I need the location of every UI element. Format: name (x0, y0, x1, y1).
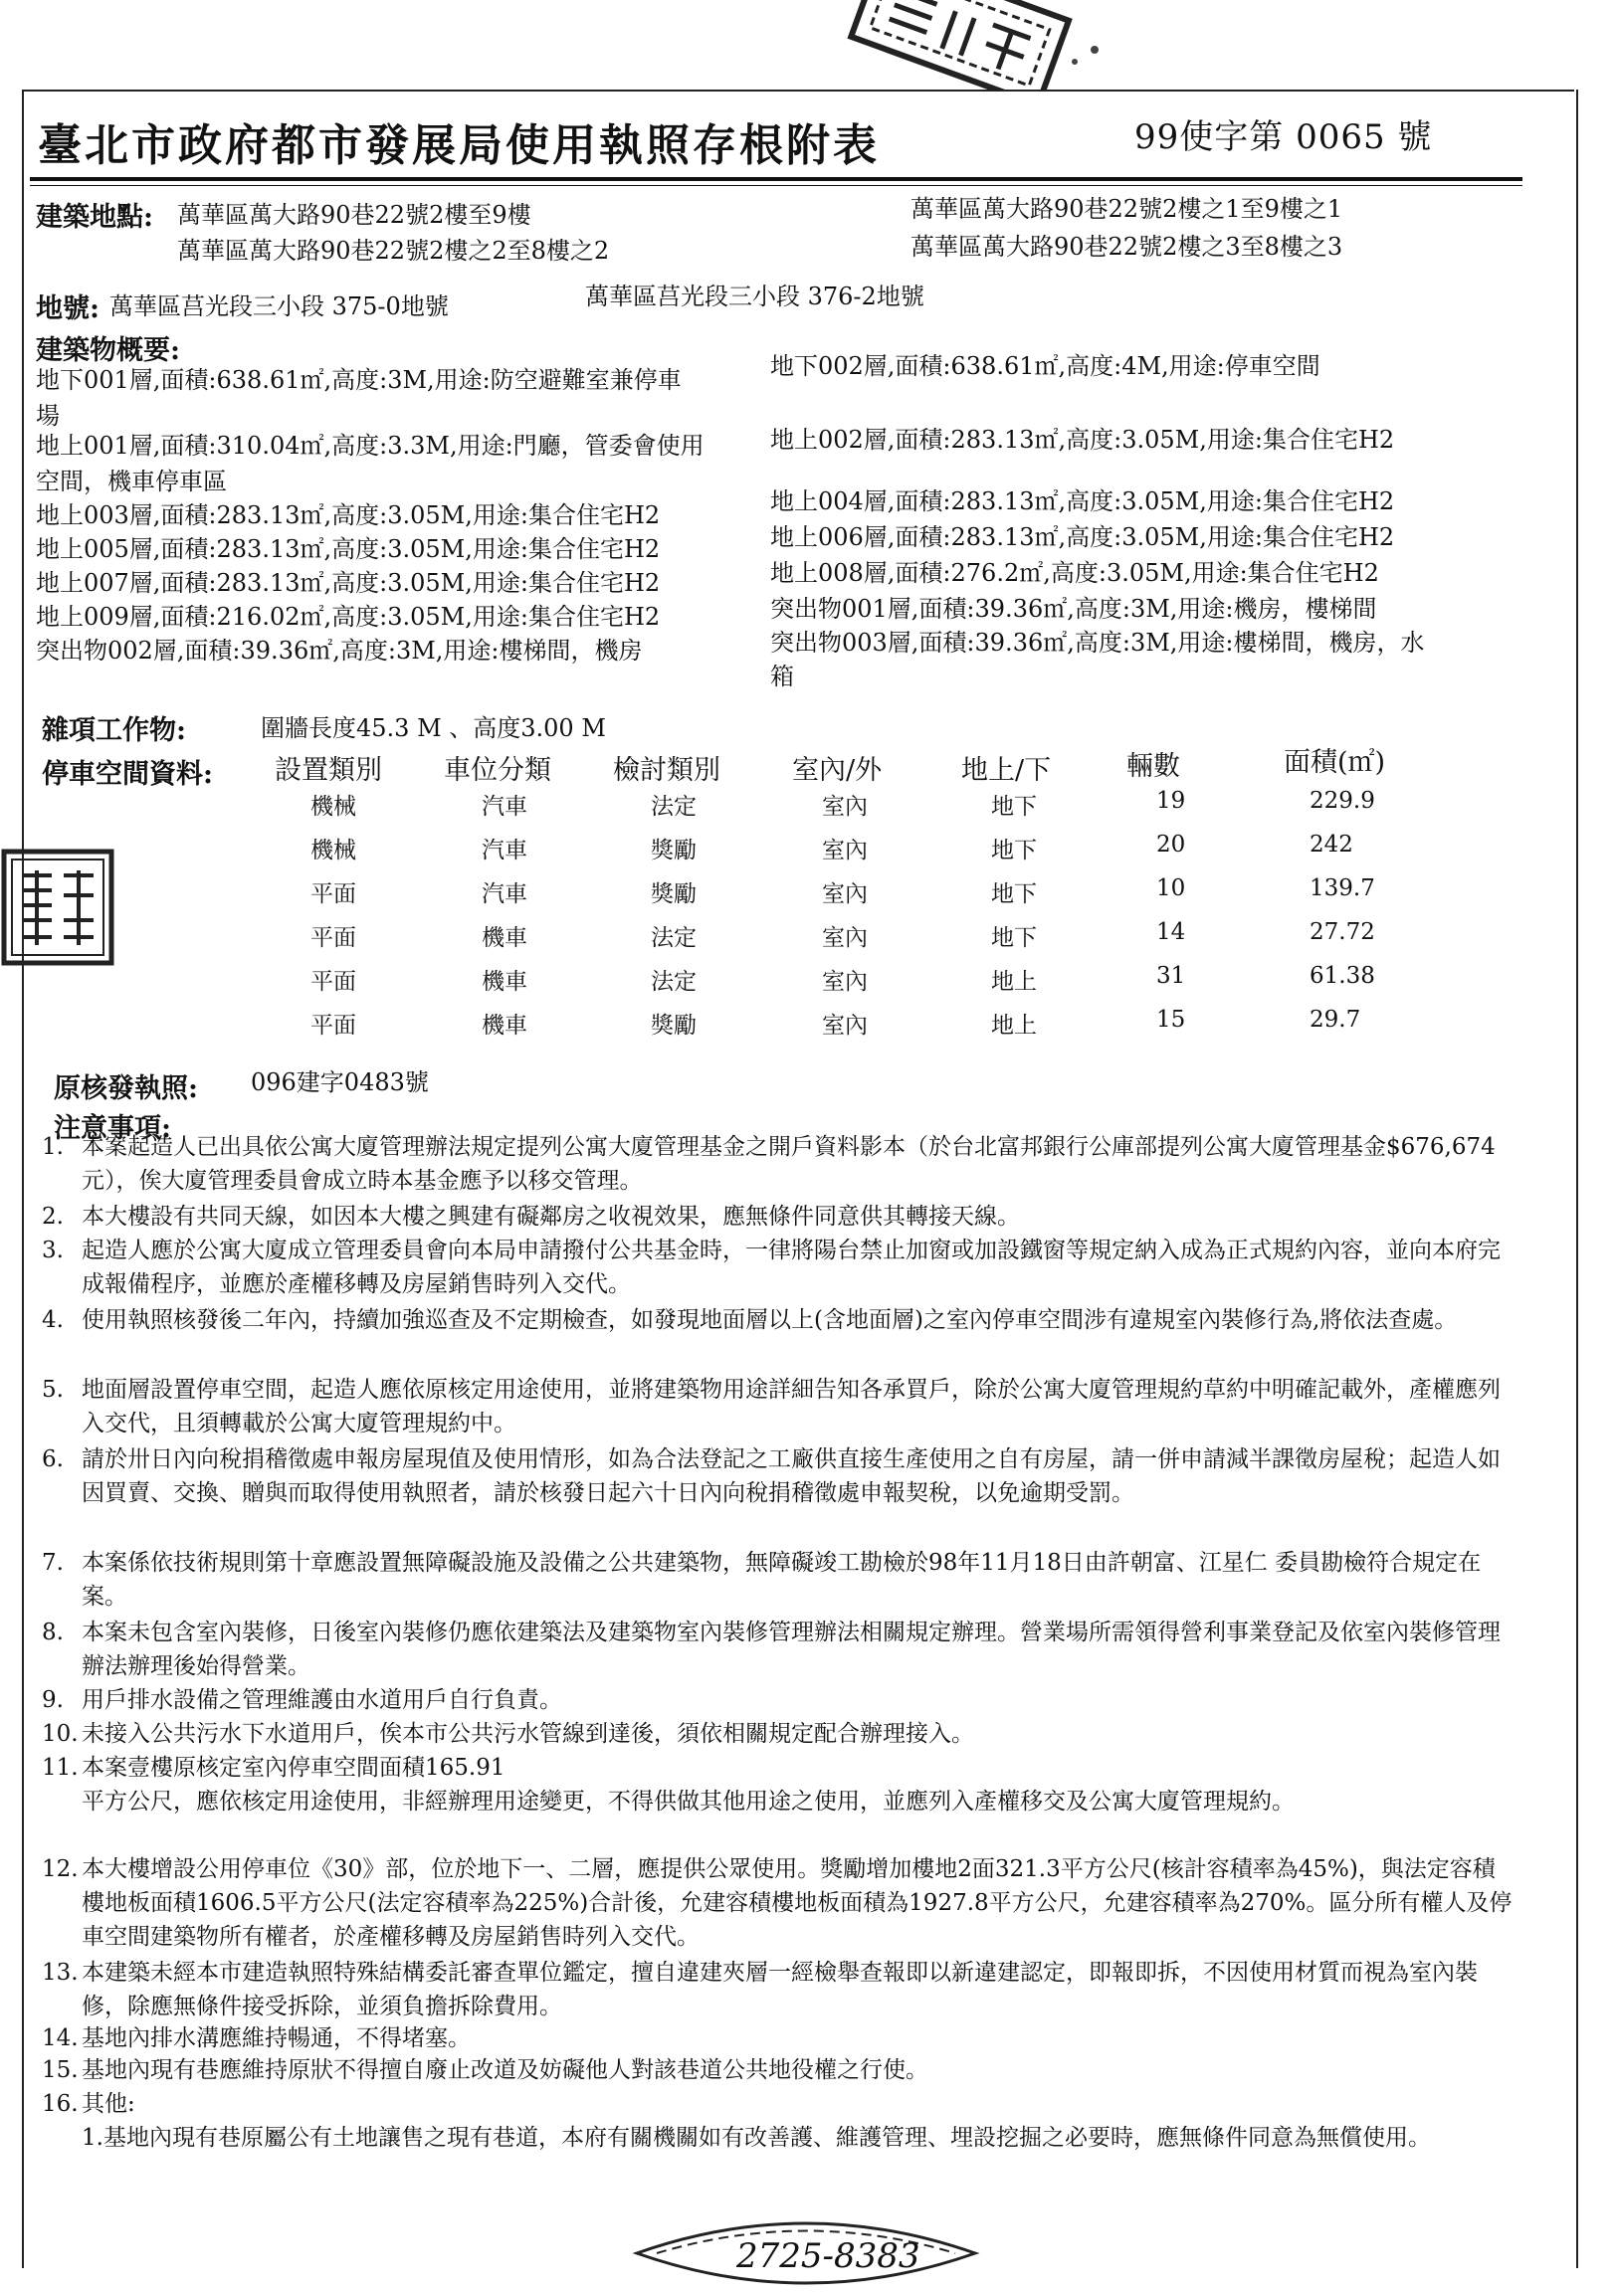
note-item (42, 1130, 1515, 1198)
parking-cell: 15 (1156, 1007, 1186, 1033)
original-permit-value: 096建字0483號 (251, 1068, 429, 1096)
note-number: 11. (42, 1755, 79, 1781)
note-item (42, 2021, 1515, 2055)
parking-header: 輛數 (1126, 751, 1180, 782)
title-rule-thin (30, 185, 1522, 186)
note-number: 1. (42, 1134, 64, 1160)
note-item (42, 1683, 1515, 1717)
permit-number: 99使字第 0065 號 (1134, 117, 1433, 157)
parking-cell: 平面 (310, 969, 356, 995)
parking-header: 室內/外 (792, 755, 883, 786)
note-text: 1.基地內現有巷原屬公有土地讓售之現有巷道，本府有關機關如有改善護、維護管理、埋設挖掘之必要時，應無條件同意為無償使用。 (82, 2125, 1431, 2151)
floor-info-left: 地上007層,面積:283.13㎡,高度:3.05M,用途:集合住宅H2 (36, 569, 661, 597)
note-text: 本案未包含室內裝修，日後室內裝修仍應依建築法及建築物室內裝修管理辦法相關規定辦理。營業場所需領得營利事業登記及依室內裝修管理辦法辦理後始得營業。 (82, 1620, 1501, 1679)
building-label: 建築物概要: (36, 335, 180, 366)
parking-cell: 獎勵 (651, 881, 697, 907)
note-number: 2. (42, 1204, 64, 1230)
parking-header: 設置類別 (275, 755, 382, 786)
parking-cell: 機械 (310, 794, 356, 820)
note-text: 使用執照核發後二年內，持續加強巡查及不定期檢查，如發現地面層以上(含地面層)之室內停車空間涉有違規室內裝修行為,將依法查處。 (82, 1307, 1458, 1333)
parking-cell: 平面 (310, 881, 356, 907)
floor-info-left: 空間，機車停車區 (36, 468, 227, 495)
note-item (42, 1234, 1515, 1301)
note-text: 未接入公共污水下水道用戶，俟本市公共污水管線到達後，須依相關規定配合辦理接入。 (82, 1721, 974, 1747)
note-item (42, 1852, 1515, 1954)
note-text: 本案係依技術規則第十章應設置無障礙設施及設備之公共建築物，無障礙竣工勘檢於98年11月18日由許朝富、江星仁 委員勘檢符合規定在案。 (82, 1550, 1482, 1610)
note-number: 6. (42, 1446, 64, 1472)
misc-value: 圍牆長度45.3 M 、高度3.00 M (261, 714, 606, 742)
parking-cell: 獎勵 (651, 1013, 697, 1039)
site-address-3: 萬華區萬大路90巷22號2樓之1至9樓之1 (910, 195, 1343, 223)
parking-cell: 平面 (310, 925, 356, 951)
floor-info-left: 地上003層,面積:283.13㎡,高度:3.05M,用途:集合住宅H2 (36, 501, 661, 529)
floor-info-right: 地上002層,面積:283.13㎡,高度:3.05M,用途:集合住宅H2 (770, 426, 1395, 454)
notes-label: 注意事項: (54, 1113, 171, 1144)
note-number: 13. (42, 1960, 79, 1986)
note-number: 5. (42, 1377, 64, 1403)
parking-cell: 法定 (651, 925, 697, 951)
title-rule (30, 177, 1522, 181)
parking-cell: 獎勵 (651, 838, 697, 863)
note-number: 9. (42, 1687, 64, 1713)
note-number: 14. (42, 2025, 79, 2051)
floor-info-right: 箱 (770, 663, 794, 690)
note-text: 本大樓增設公用停車位《30》部，位於地下一、二層，應提供公眾使用。獎勵增加樓地2面321.3平方公尺(核計容積率為45%)，與法定容積樓地板面積1606.5平方公尺(法定容積率為225%)合計後，允建容積樓地板面積為1927.8平方公尺，允建容積率為270%。區分所有權人及停車空間建築物所有權者，於產權移轉及房屋銷售時列入交代。 (82, 1856, 1513, 1950)
note-number: 8. (42, 1620, 64, 1645)
parking-cell: 平面 (310, 1013, 356, 1039)
parking-cell: 20 (1156, 832, 1186, 858)
note-item (82, 2121, 1515, 2155)
floor-info-left: 地上009層,面積:216.02㎡,高度:3.05M,用途:集合住宅H2 (36, 603, 661, 631)
note-item (82, 1785, 1515, 1818)
parking-header: 檢討類別 (613, 755, 720, 786)
parking-cell: 地下 (991, 925, 1037, 951)
parking-cell: 31 (1156, 963, 1186, 989)
parking-cell: 室內 (822, 838, 868, 863)
parking-cell: 地下 (991, 881, 1037, 907)
note-text: 其他: (82, 2091, 135, 2117)
note-item (42, 1373, 1515, 1440)
site-address-2: 萬華區萬大路90巷22號2樓之2至8樓之2 (177, 237, 610, 265)
floor-info-right: 地下002層,面積:638.61㎡,高度:4M,用途:停車空間 (770, 352, 1320, 380)
seal-stamp-side-icon (0, 846, 119, 975)
parking-cell: 地上 (991, 1013, 1037, 1039)
note-item (42, 1303, 1515, 1337)
floor-info-left: 地下001層,面積:638.61㎡,高度:3M,用途:防空避難室兼停車 (36, 366, 682, 394)
seal-stamp-top-icon (826, 0, 1124, 90)
note-item (42, 2087, 1515, 2121)
serial-number: 2725-8383 (736, 2236, 920, 2276)
note-number: 7. (42, 1550, 64, 1576)
parking-cell: 法定 (651, 794, 697, 820)
note-item (42, 2053, 1515, 2087)
note-number: 16. (42, 2091, 79, 2117)
parking-cell: 機車 (482, 1013, 527, 1039)
note-text: 本案壹樓原核定室內停車空間面積165.91 (82, 1755, 505, 1781)
parking-cell: 機車 (482, 925, 527, 951)
note-text: 地面層設置停車空間，起造人應依原核定用途使用，並將建築物用途詳細告知各承買戶，除於公寓大廈管理規約草約中明確記載外，產權應列入交代，且須轉載於公寓大廈管理規約中。 (82, 1377, 1501, 1436)
floor-info-right: 突出物001層,面積:39.36㎡,高度:3M,用途:機房，樓梯間 (770, 595, 1377, 623)
parking-cell: 61.38 (1310, 963, 1375, 989)
parking-cell: 室內 (822, 794, 868, 820)
parking-cell: 29.7 (1310, 1007, 1361, 1033)
note-text: 平方公尺，應依核定用途使用，非經辦理用途變更，不得供做其他用途之使用，並應列入產權移交及公寓大廈管理規約。 (82, 1789, 1295, 1815)
parking-cell: 機車 (482, 969, 527, 995)
parking-header: 面積(㎡) (1284, 747, 1386, 778)
parking-cell: 地上 (991, 969, 1037, 995)
original-permit-label: 原核發執照: (54, 1073, 198, 1104)
note-item (42, 1442, 1515, 1510)
note-text: 本案起造人已出具依公寓大廈管理辦法規定提列公寓大廈管理基金之開戶資料影本（於台北富邦銀行公庫部提列公寓大廈管理基金$676,674元），俟大廈管理委員會成立時本基金應予以移交管理。 (82, 1134, 1496, 1194)
note-item (42, 1717, 1515, 1751)
parking-cell: 139.7 (1310, 875, 1375, 901)
parking-header: 車位分類 (444, 755, 551, 786)
parking-cell: 242 (1310, 832, 1353, 858)
note-text: 起造人應於公寓大廈成立管理委員會向本局申請撥付公共基金時，一律將陽台禁止加窗或加設鐵窗等規定納入成為正式規約內容，並向本府完成報備程序，並應於產權移轉及房屋銷售時列入交代。 (82, 1238, 1501, 1297)
parking-cell: 19 (1156, 788, 1186, 814)
note-number: 12. (42, 1856, 79, 1882)
note-item (42, 1751, 1515, 1785)
note-text: 本建築未經本市建造執照特殊結構委託審查單位鑑定，擅自違建夾層一經檢舉查報即以新違建認定，即報即拆，不因使用材質而視為室內裝修，除應無條件接受拆除，並須負擔拆除費用。 (82, 1960, 1478, 2019)
note-item (42, 1956, 1515, 2023)
site-address-1: 萬華區萬大路90巷22號2樓至9樓 (177, 201, 531, 229)
parking-cell: 汽車 (482, 794, 527, 820)
parking-cell: 室內 (822, 881, 868, 907)
parking-cell: 10 (1156, 875, 1186, 901)
lot-label: 地號: (36, 293, 100, 324)
parking-cell: 室內 (822, 969, 868, 995)
note-item (42, 1200, 1515, 1234)
parking-cell: 地下 (991, 838, 1037, 863)
parking-cell: 27.72 (1310, 919, 1375, 945)
parking-header: 地上/下 (961, 755, 1052, 786)
parking-cell: 汽車 (482, 838, 527, 863)
note-text: 請於卅日內向稅捐稽徵處申報房屋現值及使用情形，如為合法登記之工廠供直接生產使用之自有房屋，請一併申請減半課徵房屋稅；起造人如因買賣、交換、贈與而取得使用執照者，請於核發日起六十日內向稅捐稽徵處申報契稅，以免逾期受罰。 (82, 1446, 1501, 1506)
note-number: 3. (42, 1238, 64, 1263)
note-text: 本大樓設有共同天線，如因本大樓之興建有礙鄰房之收視效果，應無條件同意供其轉接天線。 (82, 1204, 1020, 1230)
misc-label: 雜項工作物: (42, 715, 186, 746)
parking-cell: 地下 (991, 794, 1037, 820)
parking-cell: 室內 (822, 925, 868, 951)
floor-info-left: 地上001層,面積:310.04㎡,高度:3.3M,用途:門廳，管委會使用 (36, 432, 705, 460)
note-text: 用戶排水設備之管理維護由水道用戶自行負責。 (82, 1687, 562, 1713)
note-number: 10. (42, 1721, 79, 1747)
document-title: 臺北市政府都市發展局使用執照存根附表 (38, 120, 880, 171)
parking-cell: 汽車 (482, 881, 527, 907)
parking-cell: 機械 (310, 838, 356, 863)
parking-label: 停車空間資料: (42, 759, 213, 790)
note-text: 基地內現有巷應維持原狀不得擅自廢止改道及妨礙他人對該巷道公共地役權之行使。 (82, 2057, 928, 2083)
note-item (42, 1546, 1515, 1614)
note-number: 4. (42, 1307, 64, 1333)
parking-cell: 法定 (651, 969, 697, 995)
floor-info-left: 地上005層,面積:283.13㎡,高度:3.05M,用途:集合住宅H2 (36, 535, 661, 563)
parking-cell: 14 (1156, 919, 1186, 945)
site-label: 建築地點: (36, 202, 153, 233)
note-item (42, 1616, 1515, 1683)
lot-number-1: 萬華區莒光段三小段 375-0地號 (109, 292, 449, 320)
floor-info-right: 地上006層,面積:283.13㎡,高度:3.05M,用途:集合住宅H2 (770, 523, 1395, 551)
floor-info-left: 突出物002層,面積:39.36㎡,高度:3M,用途:樓梯間，機房 (36, 637, 643, 665)
floor-info-right: 地上004層,面積:283.13㎡,高度:3.05M,用途:集合住宅H2 (770, 487, 1395, 515)
parking-cell: 229.9 (1310, 788, 1375, 814)
site-address-4: 萬華區萬大路90巷22號2樓之3至8樓之3 (910, 233, 1343, 261)
parking-cell: 室內 (822, 1013, 868, 1039)
lot-number-2: 萬華區莒光段三小段 376-2地號 (585, 283, 924, 310)
note-number: 15. (42, 2057, 79, 2083)
floor-info-right: 突出物003層,面積:39.36㎡,高度:3M,用途:樓梯間，機房，水 (770, 629, 1425, 657)
floor-info-left: 場 (36, 402, 60, 430)
note-text: 基地內排水溝應維持暢通，不得堵塞。 (82, 2025, 471, 2051)
floor-info-right: 地上008層,面積:276.2㎡,高度:3.05M,用途:集合住宅H2 (770, 559, 1379, 587)
